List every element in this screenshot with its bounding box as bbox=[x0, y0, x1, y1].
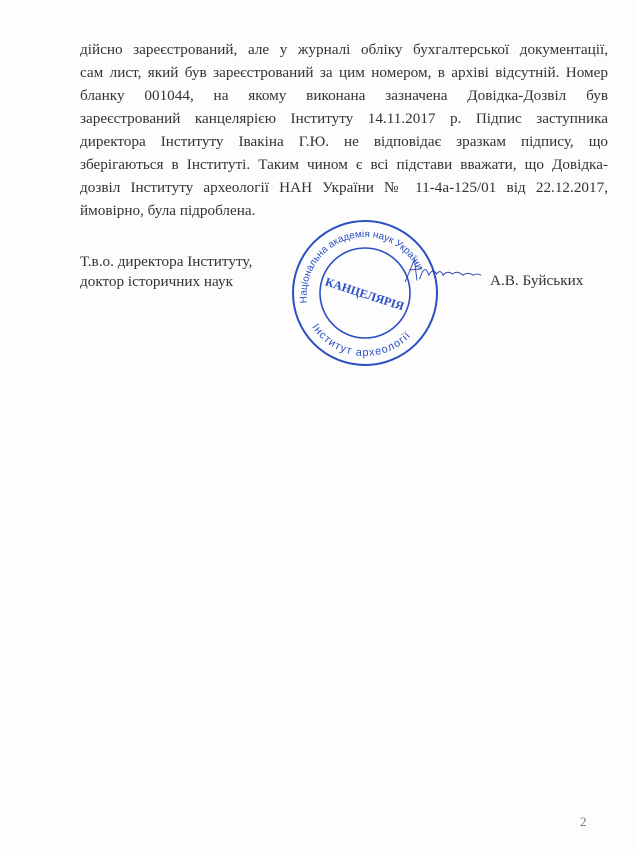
signer-degree: доктор історичних наук bbox=[80, 273, 233, 290]
body-line: дійсно зареєстрований, але у журналі обліку бухгалтерської документації, bbox=[80, 41, 608, 58]
body-line: директора Інституту Івакіна Г.Ю. не відповідає зразкам підпису, що bbox=[80, 133, 608, 150]
body-line: зберігаються в Інституті. Таким чином є всі підстави вважати, що Довідка- bbox=[80, 156, 608, 173]
stamp-outer-text: Національна академія наук України bbox=[298, 228, 426, 304]
body-line: дозвіл Інституту археології НАН України № 11-4а-125/01 від 22.12.2017, bbox=[80, 179, 608, 196]
signer-name: А.В. Буйських bbox=[490, 272, 584, 289]
office-stamp bbox=[290, 218, 440, 368]
handwritten-signature bbox=[400, 252, 485, 292]
stamp-center-text: КАНЦЕЛЯРІЯ bbox=[323, 274, 406, 314]
body-line: зареєстрований канцелярією Інституту 14.11.2017 р. Підпис заступника bbox=[80, 110, 608, 127]
body-paragraph bbox=[80, 38, 608, 222]
signer-position: Т.в.о. директора Інституту, bbox=[80, 253, 253, 270]
body-line: сам лист, який був зареєстрований за цим номером, в архіві відсутній. Номер bbox=[80, 64, 608, 81]
body-line: ймовірно, була підроблена. bbox=[80, 202, 256, 219]
page-number: 2 bbox=[580, 814, 587, 829]
body-line: бланку 001044, на якому виконана зазначена Довідка-Дозвіл був bbox=[80, 87, 608, 104]
stamp-bottom-text: Інститут археології bbox=[309, 321, 414, 360]
